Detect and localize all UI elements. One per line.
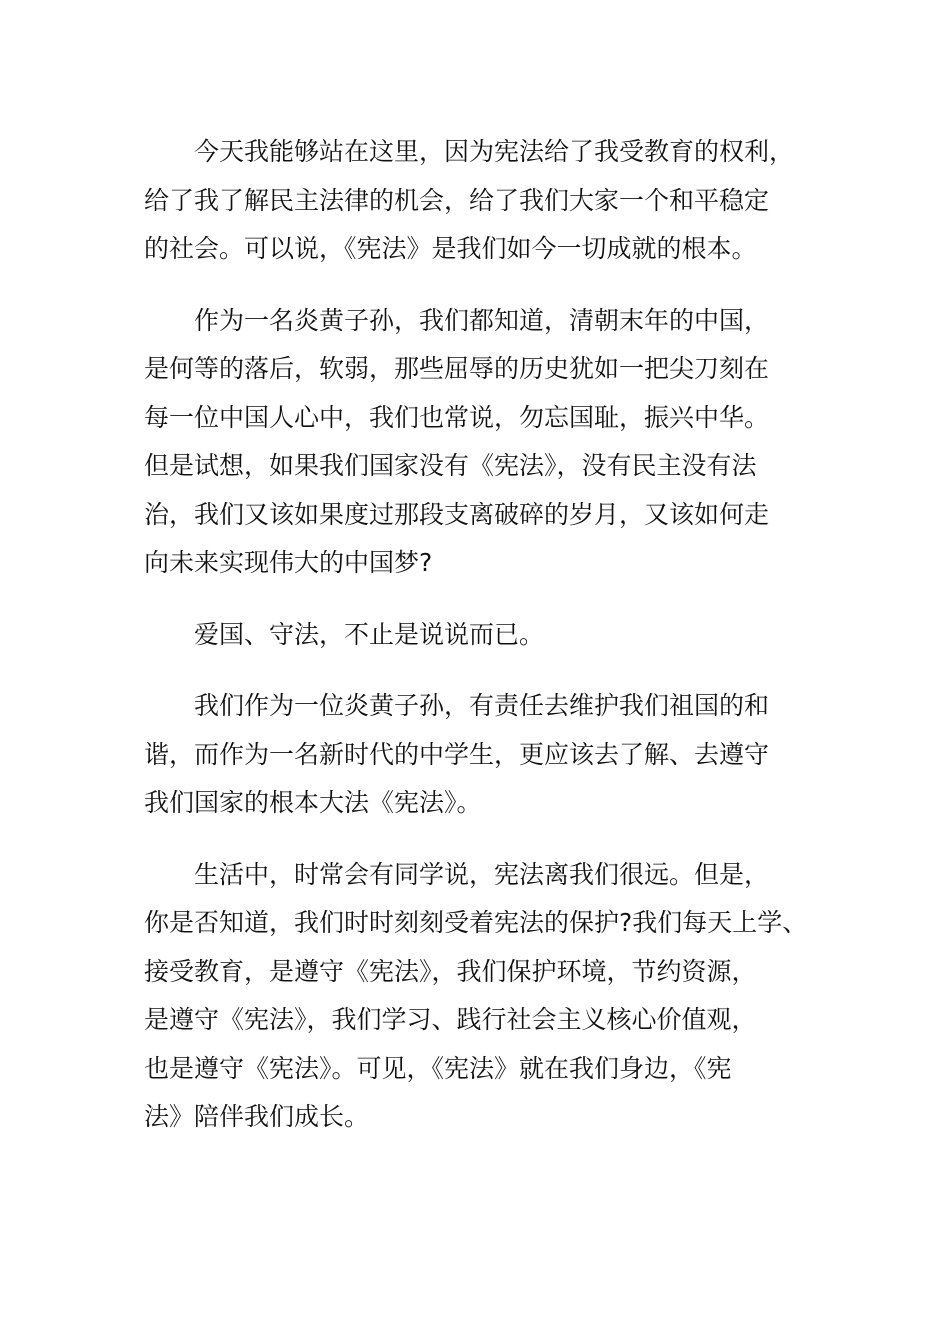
paragraph-line: 谐，而作为一名新时代的中学生，更应该去了解、去遵守 [144,739,770,769]
paragraph-line: 也是遵守《宪法》。可见，《宪法》就在我们身边，《宪 [144,1053,732,1083]
paragraph-3 [144,611,814,660]
paragraph-line: 是何等的落后，软弱，那些屈辱的历史犹如一把尖刀刻在 [144,354,770,383]
paragraph-4 [144,682,814,828]
paragraph-line: 治，我们又该如果度过那段支离破碎的岁月，又该如何走 [144,499,770,529]
paragraph-line: 爱国、守法，不止是说说而已。 [194,619,545,649]
paragraph-line: 向未来实现伟大的中国梦? [144,548,433,577]
paragraph-line: 是遵守《宪法》，我们学习、践行社会主义核心价值观， [144,1005,757,1034]
paragraph-5 [144,851,814,1142]
paragraph-line: 我们作为一位炎黄子孙，有责任去维护我们祖国的和 [194,691,770,720]
paragraph-2 [144,297,814,588]
document-body [144,128,814,1165]
paragraph-line: 今天我能够站在这里，因为宪法给了我受教育的权利， [194,137,795,166]
paragraph-line: 生活中，时常会有同学说，宪法离我们很远。但是， [194,859,770,889]
paragraph-line: 给了我了解民主法律的机会，给了我们大家一个和平稳定 [144,185,770,215]
paragraph-line: 你是否知道，我们时时刻刻受着宪法的保护?我们每天上学、 [144,908,808,937]
paragraph-line: 作为一名炎黄子孙，我们都知道，清朝末年的中国， [194,305,770,335]
paragraph-line: 法》陪伴我们成长。 [144,1102,370,1131]
paragraph-line: 的社会。可以说，《宪法》是我们如今一切成就的根本。 [144,234,757,263]
paragraph-line: 但是试想，如果我们国家没有《宪法》，没有民主没有法 [144,451,757,480]
paragraph-1 [144,128,814,274]
paragraph-line: 我们国家的根本大法《宪法》。 [144,788,482,817]
paragraph-line: 接受教育，是遵守《宪法》，我们保护环境，节约资源， [144,956,757,986]
paragraph-line: 每一位中国人心中，我们也常说，勿忘国耻，振兴中华。 [144,402,770,432]
